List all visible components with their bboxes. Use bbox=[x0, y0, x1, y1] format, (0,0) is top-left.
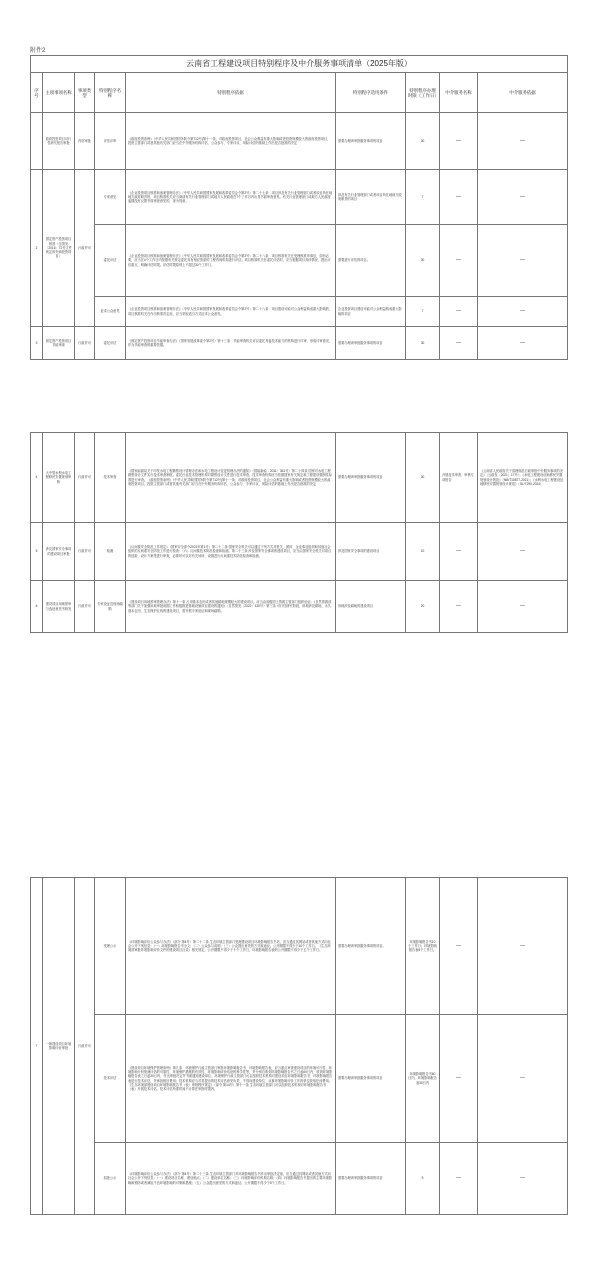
row-time-limit: 环境影响报告书60日内，环境影响报告表30日内 bbox=[406, 1015, 440, 1143]
row-conditions: 涉及国家安全事项的建设项目 bbox=[336, 523, 406, 581]
special-procedures-table bbox=[30, 55, 568, 360]
row-item-name: 国定资产投资项目核准（含国发〔2016〕72号文件规定的外商投资项目） bbox=[43, 170, 75, 327]
table-row bbox=[31, 1015, 568, 1143]
row-conditions: 需要办理该审批服务事项的项目 bbox=[336, 1143, 406, 1215]
row-procedure-basis: 《企业投资项目核准和备案管理办法》（中华人民共和国国家发展和改革委员会令第2号）第二十七条 项目涉及有关行业管理部门或者项目所在地地方政府职责的，项目核准机关应当商请有关行业管理部门或地方人民政府在7个工作日内出具书面审查意见。有关行业管理部门或地方人民政府逾期没有反馈书面审查意见的，视为同意。 bbox=[126, 170, 336, 225]
row-item-name: 政府投资项目可行性研究报告审批 bbox=[43, 113, 75, 170]
row-agency-service: — bbox=[440, 297, 478, 327]
row-conditions: 涉及有关行业管理部门或者项目所在地地方政府职责的项目 bbox=[336, 170, 406, 225]
row-item-name: 固定资产投资项目节能审查 bbox=[43, 327, 75, 360]
row-seq: 6 bbox=[31, 581, 43, 633]
row-procedure-name: 评估评审 bbox=[95, 113, 126, 170]
row-procedure-basis: 《固定资产投资项目节能审查办法》（国家发展改革委令第2号）第十三条 节能审查机关可以委托具备技术能力的机构进行评审，形成评审意见，作为节能审查的重要依据。 bbox=[126, 327, 336, 360]
row-seq: 4 bbox=[31, 433, 43, 523]
table-row bbox=[31, 878, 568, 1015]
special-procedures-table-continued bbox=[30, 432, 568, 633]
row-agency-basis: — bbox=[478, 1015, 568, 1143]
row-conditions: 用地涉及耕地的建设项目 bbox=[336, 581, 406, 633]
table-row bbox=[31, 297, 568, 327]
row-procedure-name: 技术评估 bbox=[95, 1015, 126, 1143]
row-item-type: 行政许可 bbox=[75, 581, 95, 633]
attachment-label: 附件2 bbox=[30, 48, 46, 54]
row-procedure-basis: 《政府投资条例》（中华人民共和国国务院令第712号)第十一条，对政府投资项目，社会公众利益有重大影响或者投资规模较大的政府投资项目，投资主管部门或者其他有关部门应当在中介服务机构评估、公众参与、专家评议、风险评估的基础上作出是否批准的决定 bbox=[126, 113, 336, 170]
row-procedure-basis: 《企业投资项目核准和备案管理办法》（中华人民共和国国家发展和改革委员会令第2号）第二十八条 项目建设可能对公众利益构成重大影响的，项目核准机关在作出核准决定前，应当采取适当方式征求公众意见。 bbox=[126, 297, 336, 327]
row-item-type: 行政许可 bbox=[75, 878, 95, 1215]
row-item-name: 一般建设项目环境影响评价审批 bbox=[43, 878, 75, 1215]
row-seq: 2 bbox=[31, 170, 43, 327]
row-seq: 5 bbox=[31, 523, 43, 581]
header-procedure-name: 特别程序名称 bbox=[95, 73, 126, 113]
row-procedure-name: 受理公示 bbox=[95, 878, 126, 1015]
header-applicable-conditions: 特别程序适用条件 bbox=[336, 73, 406, 113]
row-agency-basis: — bbox=[478, 523, 568, 581]
table-row bbox=[31, 1143, 568, 1215]
row-agency-service: — bbox=[440, 523, 478, 581]
row-agency-basis: — bbox=[478, 1143, 568, 1215]
row-time-limit: 7 bbox=[406, 297, 440, 327]
row-agency-basis: — bbox=[478, 581, 568, 633]
row-agency-service: — bbox=[440, 581, 478, 633]
table-row bbox=[31, 327, 568, 360]
row-procedure-basis: 《国家能源局关于印发水电工程勘察设计管理办法和水电工程设计变更管理办法的通知》（国能新能〔2011〕361号）第二十四条 国家对水电工程勘察设计文件实行技术审查制度。委托行业技术管理机构对勘察设计文件进行技术审查。技术审查机构应当依据国家有关规定和工程建设强制性标准进行审查。《政府投资条例》（中华人民共和国国务院令第712号)第十一条，对政府投资项目，社会公众利益有重大影响或者投资规模较大的政府投资项目，投资主管部门或者其他有关部门应当在中介服务机构评估、公众参与、专家评议、风险评估的基础上作出是否批准的决定 bbox=[126, 433, 336, 523]
row-time-limit: 环境影响报告书10个工作日；环境影响报告表5个工作日。 bbox=[406, 878, 440, 1015]
row-item-type: 行政许可 bbox=[75, 327, 95, 360]
row-procedure-name: 专家意见 bbox=[95, 170, 126, 225]
row-procedure-name: 委托评估 bbox=[95, 225, 126, 297]
row-procedure-basis: 《建设项目用地预审管理办法》第十一条 占用基本农田或者其他耕地规模较大的建设项目，应当由省级国土资源主管部门组织论证；《自然资源部等部门关于加强用地审批前期工作积极推进基础设施项目建设的通知》（自然资发〔2022〕130号）第三条 可行性研究阶段，用地涉及耕地、永久基本农田、生态保护红线的建设项目，需开展专家论证和现场踏勘。 bbox=[126, 581, 336, 633]
row-procedure-basis: 《环境影响评价公众参与办法》（部令 第4号）第二十二条 生态环境主管部门受理建设项目环境影响报告书后，应当通过其网站或者其他方式向社会公开下列信息：（一）环境影响报告书全文；（二）公众参与说明；（三）公众提出意见的方式和途径。公开期限不得少于10个工作日。《生态环境部审批环境影响评价文件的建设项目目录》相关规定，公开期限不得少于十个工作日，环境影响报告表的公开期限不得少于五个工作日。 bbox=[126, 878, 336, 1015]
header-time-limit: 特别程序办理时限（工作日） bbox=[406, 73, 440, 113]
row-agency-service: — bbox=[440, 878, 478, 1015]
row-procedure-name: 检测 bbox=[95, 523, 126, 581]
header-item-type: 事项类型 bbox=[75, 73, 95, 113]
row-conditions: 需要办理该审批服务事项的项目 bbox=[336, 327, 406, 360]
row-conditions: 需要办理该审批服务事项的项目 bbox=[336, 1015, 406, 1143]
row-seq: 3 bbox=[31, 327, 43, 360]
row-seq bbox=[31, 113, 43, 170]
row-item-type: 行政许可 bbox=[75, 433, 95, 523]
row-agency-basis: — bbox=[478, 297, 568, 327]
header-item-name: 主项事项名称 bbox=[43, 73, 75, 113]
row-procedure-name: 专家论证及现场踏勘 bbox=[95, 581, 126, 633]
row-procedure-name: 技术审查 bbox=[95, 433, 126, 523]
row-time-limit: 30 bbox=[406, 327, 440, 360]
row-agency-basis: — bbox=[478, 878, 568, 1015]
row-item-type: 行政许可 bbox=[75, 523, 95, 581]
row-procedure-basis: 《企业投资项目核准和备案管理办法》（中华人民共和国国家发展和改革委员会令第2号）第二十八条 项目核准机关在受理核准申请后，如有必要，应当在4个工作日内按照有关规定委托具有相应资质的工程咨询机构进行评估。项目核准机关在委托评估时，应当根据项目具体情况，提出评估重点，明确评估时限。评估时限原则上不超过30个工作日。 bbox=[126, 225, 336, 297]
table-row bbox=[31, 581, 568, 633]
row-procedure-basis: 《建设项目环境保护管理条例》第九条 环境保护行政主管部门审批环境影响报告书、环境影响报告表，应当重点审查建设项目的环境可行性、环境影响分析预测评估的可靠性、环境保护措施的有效性、环境影响评价结论的科学性等，并分别自收到环境影响报告书之日起60日内、收到环境影响报告表之日起30日内，作出审批决定并书面通知建设单位。环境保护行政主管部门可以组织技术机构对建设项目环境影响报告书、环境影响报告表进行技术评估，并承担相应费用；技术机构应当对其提出的技术评估意见负责，不得向建设单位、从事环境影响评价工作的单位收取任何费用。《生态环境部建设项目环境影响报告书（表）审批程序规定》（部令 第14号）第十一条 生态环境主管部门可以组织技术机构对环境影响报告书（表）开展技术评估。技术评估所需时间不计算在审批时限内。 bbox=[126, 1015, 336, 1143]
row-conditions: 需要进行评估的项目。 bbox=[336, 225, 406, 297]
row-seq: 7 bbox=[31, 878, 43, 1215]
row-agency-service: — bbox=[440, 327, 478, 360]
header-seq: 序号 bbox=[31, 73, 43, 113]
row-time-limit: 30 bbox=[406, 225, 440, 297]
row-agency-service: — bbox=[440, 1143, 478, 1215]
row-agency-basis: — bbox=[478, 113, 568, 170]
row-time-limit: 5 bbox=[406, 1143, 440, 1215]
row-item-name: 大中型水利水电工程移民安置规划审核 bbox=[43, 433, 75, 523]
row-agency-service: — bbox=[440, 225, 478, 297]
row-item-type: 行政许可 bbox=[75, 170, 95, 327]
row-procedure-basis: 《环境影响评价公众参与办法》（部令 第4号）第二十三条 生态环境主管部门对环境影响报告书作出审批决定前，应当通过其网站或者其他方式向社会公开下列信息：（一）建设项目名称、建设地点；（二）建设单位名称；（三）环境影响评价机构名称；（四）环境影响报告书提出的主要环境影响和预防或者减轻不良环境影响的对策和措施；（五）公众提出意见的方式和途径。公开期限不得少于5个工作日。 bbox=[126, 1143, 336, 1215]
row-time-limit: 10 bbox=[406, 523, 440, 581]
table-row bbox=[31, 225, 568, 297]
row-item-type: 内部审批 bbox=[75, 113, 95, 170]
table-row bbox=[31, 523, 568, 581]
row-agency-basis: 《云南省人民政府关于清理规范行政审批中介服务事项的决定》（云政发〔2021〕17号）；《水电工程建设征地移民安置规划设计规范》（NB/T10877-2021）；《水利水电工程建设征地移民安置规划设计规范》（SL/T290-2024） bbox=[478, 433, 568, 523]
row-time-limit: 20 bbox=[406, 581, 440, 633]
table-row bbox=[31, 113, 568, 170]
row-time-limit: 30 bbox=[406, 433, 440, 523]
row-conditions: 需要办理该审批服务事项的项目 bbox=[336, 433, 406, 523]
row-item-name: 涉及国家安全事项的建设项目审批 bbox=[43, 523, 75, 581]
row-procedure-name: 拟批公示 bbox=[95, 1143, 126, 1215]
table-header-row bbox=[31, 73, 568, 113]
row-agency-service: — bbox=[440, 170, 478, 225]
row-conditions: 需要办理该审批服务事项的项目 bbox=[336, 113, 406, 170]
row-agency-basis: — bbox=[478, 225, 568, 297]
special-procedures-table-continued bbox=[30, 877, 568, 1215]
page-title: 云南省工程建设项目特别程序及中介服务事项清单（2025年版） bbox=[31, 56, 568, 73]
row-agency-basis: — bbox=[478, 327, 568, 360]
row-procedure-name: 委托评估 bbox=[95, 327, 126, 360]
row-agency-service: — bbox=[440, 113, 478, 170]
header-agency-service: 中介服务名称 bbox=[440, 73, 478, 113]
row-conditions: 需要办理该审批服务事项的项目。 bbox=[336, 878, 406, 1015]
table-row bbox=[31, 433, 568, 523]
row-procedure-name: 征求公众意见 bbox=[95, 297, 126, 327]
row-agency-service: 开展技术审查、审核专项报告 bbox=[440, 433, 478, 523]
table-row bbox=[31, 170, 568, 225]
header-agency-basis: 中介服务依据 bbox=[478, 73, 568, 113]
header-procedure-basis: 特别程序依据 bbox=[126, 73, 336, 113]
row-item-name: 建设项目用地预审与选址意见书核发 bbox=[43, 581, 75, 633]
row-time-limit: 7 bbox=[406, 170, 440, 225]
row-agency-service: — bbox=[440, 1015, 478, 1143]
row-procedure-basis: 《反间谍安全防范工作规定》（国家安全部令2021年第1号）第二十二条 国家安全机关可以通过下列方式对机关、团体、企业事业组织和其他社会组织的反间谍安全防范工作进行检查：（六）反间谍技术防范检查和检测。第二十三条 涉及国家安全事项的建设项目，应当由国家安全机关对项目的选址、设计方案等进行审查，必要时可以对有关场所、设施进行反间谍技术防范检查和检测。 bbox=[126, 523, 336, 581]
row-agency-basis: — bbox=[478, 170, 568, 225]
row-time-limit: 30 bbox=[406, 113, 440, 170]
row-conditions: 企业投资项目建设可能对公众利益构成重大影响的项目 bbox=[336, 297, 406, 327]
